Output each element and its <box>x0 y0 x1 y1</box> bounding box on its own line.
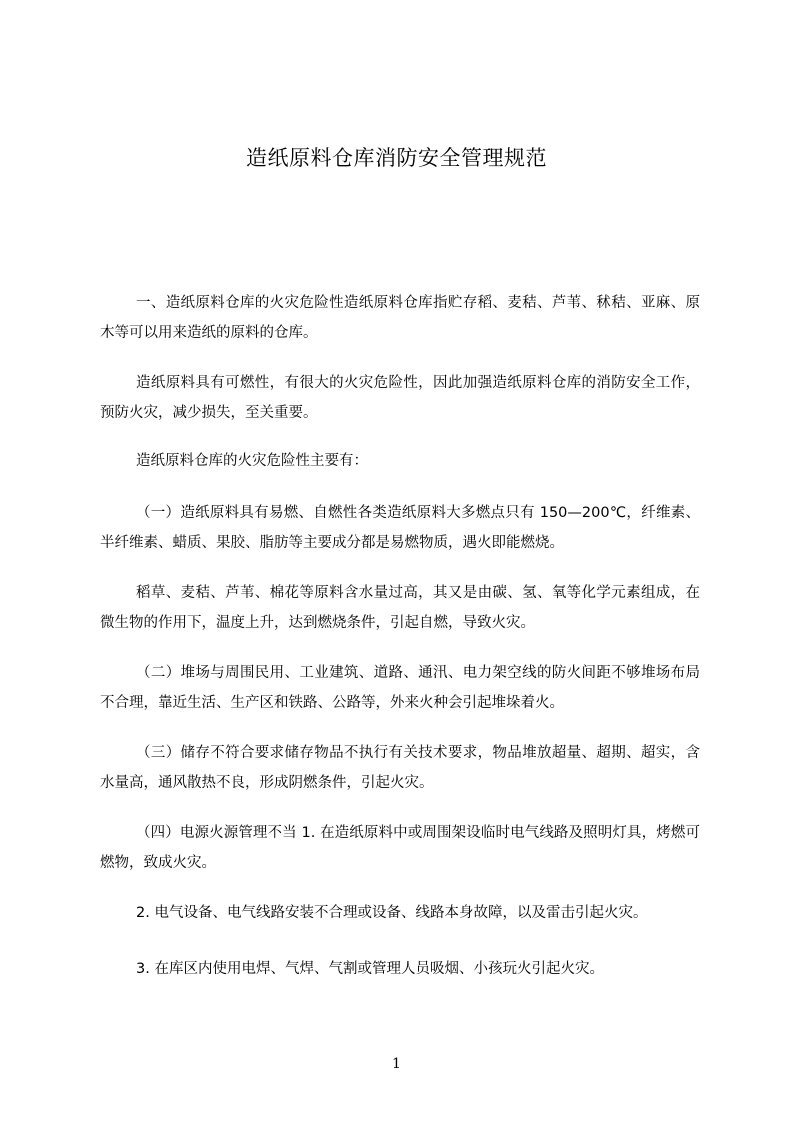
page-number: 1 <box>392 1056 401 1072</box>
paragraph-7: （三）储存不符合要求储存物品不执行有关技术要求，物品堆放超量、超期、超实，含水量高，通风散热不良，形成阴燃条件，引起火灾。 <box>100 745 700 791</box>
paragraph-4: （一）造纸原料具有易燃、自燃性各类造纸原料大多燃点只有 150—200℃，纤维素、半纤维素、蜡质、果胶、脂肪等主要成分都是易燃物质，遇火即能燃烧。 <box>100 505 700 551</box>
paragraph-1: 一、造纸原料仓库的火灾危险性造纸原料仓库指贮存稻、麦秸、芦苇、秫秸、亚麻、原木等可以用来造纸的原料的仓库。 <box>100 295 700 341</box>
document-title: 造纸原料仓库消防安全管理规范 <box>246 146 547 170</box>
paragraph-8: （四）电源火源管理不当 1. 在造纸原料中或周围架设临时电气线路及照明灯具，烤燃可燃物，致成火灾。 <box>100 825 700 871</box>
paragraph-5: 稻草、麦秸、芦苇、棉花等原料含水量过高，其又是由碳、氢、氧等化学元素组成，在微生物的作用下，温度上升，达到燃烧条件，引起自燃，导致火灾。 <box>100 585 700 631</box>
paragraph-9: 2. 电气设备、电气线路安装不合理或设备、线路本身故障，以及雷击引起火灾。 <box>136 905 648 921</box>
paragraph-10: 3. 在库区内使用电焊、气焊、气割或管理人员吸烟、小孩玩火引起火灾。 <box>136 961 604 977</box>
paragraph-3: 造纸原料仓库的火灾危险性主要有： <box>136 453 368 469</box>
paragraph-6: （二）堆场与周围民用、工业建筑、道路、通汛、电力架空线的防火间距不够堆场布局不合理，靠近生活、生产区和铁路、公路等，外来火种会引起堆垛着火。 <box>100 665 700 711</box>
paragraph-2: 造纸原料具有可燃性，有很大的火灾危险性，因此加强造纸原料仓库的消防安全工作，预防火灾，减少损失，至关重要。 <box>100 375 700 421</box>
